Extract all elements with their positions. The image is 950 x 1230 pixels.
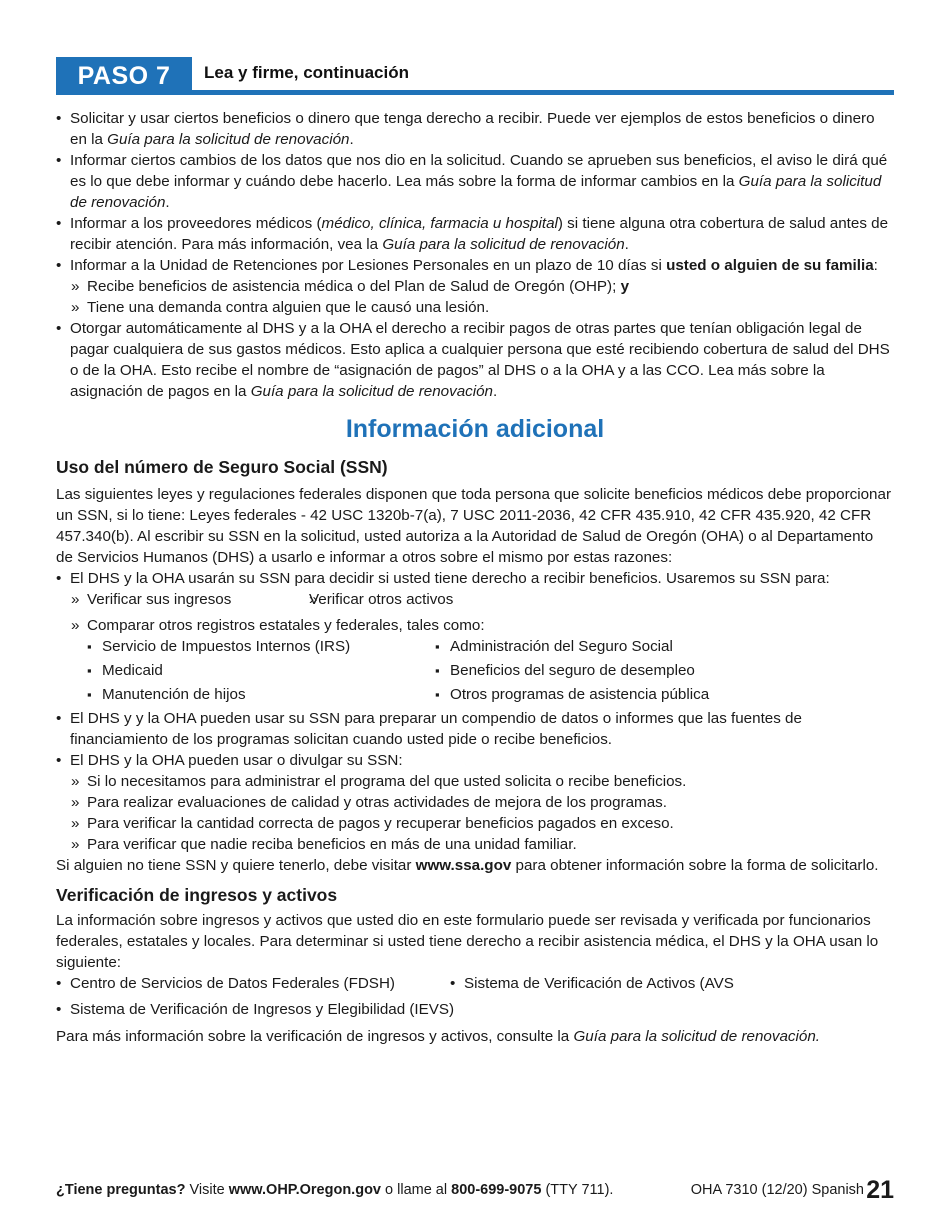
- list-item: • Centro de Servicios de Datos Federales (FDSH): [56, 973, 450, 994]
- sub-list-item: » Para realizar evaluaciones de calidad y otras actividades de mejora de los programas.: [56, 792, 894, 813]
- sub-list-item: » Para verificar que nadie reciba beneficios en más de una unidad familiar.: [56, 834, 894, 855]
- sub-list-item: » Tiene una demanda contra alguien que le causó una lesión.: [56, 297, 894, 318]
- list-item: • Informar a los proveedores médicos (médico, clínica, farmacia u hospital) si tiene alguna otra cobertura de salud antes de recibir atención. Para más información, vea la Guía para la solicitud de renovación.: [56, 213, 894, 255]
- record-item: ▪ Otros programas de asistencia pública: [404, 684, 752, 705]
- page-footer: [56, 1176, 894, 1206]
- ssa-link[interactable]: www.ssa.gov: [415, 857, 512, 874]
- list-item: • El DHS y la OHA pueden usar o divulgar su SSN:: [56, 750, 894, 771]
- sub-list-item: » Verificar sus ingresos: [56, 589, 294, 610]
- form-code: OHA 7310 (12/20) Spanish: [690, 1182, 864, 1198]
- list-item: • Informar a la Unidad de Retenciones por Lesiones Personales en un plazo de 10 días si usted o alguien de su familia:: [56, 255, 894, 276]
- sub-list-item: » Recibe beneficios de asistencia médica o del Plan de Salud de Oregón (OHP); y: [56, 276, 894, 297]
- list-item: • Informar ciertos cambios de los datos que nos dio en la solicitud. Cuando se aprueben sus beneficios, el aviso le dirá qué es lo que debe informar y cuándo debe hacerlo. Lea más sobre la forma de informar cambios en la Guía para la solicitud de renovación.: [56, 150, 894, 213]
- ssn-intro: Las siguientes leyes y regulaciones federales disponen que toda persona que solicite beneficios médicos debe proporcionar un SSN, si lo tiene: Leyes federales - 42 USC 1320b-7(a), 7 USC 2011-2036, 42 CFR 435.910, 42 CFR 435.920, 42 CFR 457.340(b). Al escribir su SSN en la solicitud, usted autoriza a la Autoridad de Salud de Oregón (OHA) o al Departamento de Servicios Humanos (DHS) a usarlo e informar a otros sobre el mismo por estas razones:: [56, 486, 892, 566]
- phone-number: 800-699-9075: [451, 1182, 542, 1198]
- footer-contact: ¿Tiene preguntas? Visite www.OHP.Oregon.gov o llame al 800-699-9075 (TTY 711).: [56, 1182, 614, 1198]
- list-item: • Sistema de Verificación de Ingresos y Elegibilidad (IEVS): [56, 999, 894, 1020]
- verification-intro: La información sobre ingresos y activos que usted dio en este formulario puede ser revisada y verificada por funcionarios federales, estatales y locales. Para determinar si usted tiene derecho a recibir asistencia médica, el DHS y la OHA usan lo siguiente:: [56, 912, 879, 971]
- list-item: • Sistema de Verificación de Activos (AVS: [450, 973, 734, 994]
- verification-heading: Verificación de ingresos y activos: [56, 885, 338, 905]
- sub-list-item: » Para verificar la cantidad correcta de pagos y recuperar beneficios pagados en exceso.: [56, 813, 894, 834]
- step-badge: PASO 7: [56, 57, 192, 95]
- main-content: [56, 108, 894, 1047]
- sub-list-item: » Verificar otros activos: [294, 589, 453, 610]
- section-title: Información adicional: [345, 415, 605, 443]
- ssn-closing: Si alguien no tiene SSN y quiere tenerlo, debe visitar www.ssa.gov para obtener información sobre la forma de solicitarlo.: [56, 857, 879, 874]
- record-item: ▪ Beneficios del seguro de desempleo: [404, 660, 752, 681]
- ohp-link[interactable]: www.OHP.Oregon.gov: [228, 1182, 381, 1198]
- sub-list-item: » Si lo necesitamos para administrar el programa del que usted solicita o recibe beneficios.: [56, 771, 894, 792]
- list-item: • El DHS y y la OHA pueden usar su SSN para preparar un compendio de datos o informes que las fuentes de financiamiento de los programas solicitan cuando usted pide o recibe beneficios.: [56, 708, 894, 750]
- list-item: • Solicitar y usar ciertos beneficios o dinero que tenga derecho a recibir. Puede ver ejemplos de estos beneficios o dinero en la Guía para la solicitud de renovación.: [56, 108, 894, 150]
- record-item: ▪ Servicio de Impuestos Internos (IRS): [56, 636, 404, 657]
- sub-list-item: » Comparar otros registros estatales y federales, tales como:: [56, 615, 894, 636]
- ssn-heading: Uso del número de Seguro Social (SSN): [56, 457, 388, 477]
- header-rule: [56, 90, 894, 95]
- step-title: Lea y firme, continuación: [204, 63, 409, 82]
- record-item: ▪ Manutención de hijos: [56, 684, 404, 705]
- record-item: ▪ Administración del Seguro Social: [404, 636, 752, 657]
- page-number: 21: [866, 1176, 894, 1204]
- list-item: • El DHS y la OHA usarán su SSN para decidir si usted tiene derecho a recibir beneficios. Usaremos su SSN para:: [56, 568, 894, 589]
- verification-closing: Para más información sobre la verificación de ingresos y activos, consulte la Guía para la solicitud de renovación.: [56, 1028, 820, 1045]
- record-item: ▪ Medicaid: [56, 660, 404, 681]
- step-header: [56, 57, 894, 95]
- list-item: • Otorgar automáticamente al DHS y a la OHA el derecho a recibir pagos de otras partes que tenían obligación legal de pagar cualquiera de sus gastos médicos. Esto aplica a cualquier persona que esté recibiendo cobertura de salud del DHS o de la OHA. Esto recibe el nombre de “asignación de pagos” al DHS o a la OHA y a las CCO. Lea más sobre la asignación de pagos en la Guía para la solicitud de renovación.: [56, 318, 894, 402]
